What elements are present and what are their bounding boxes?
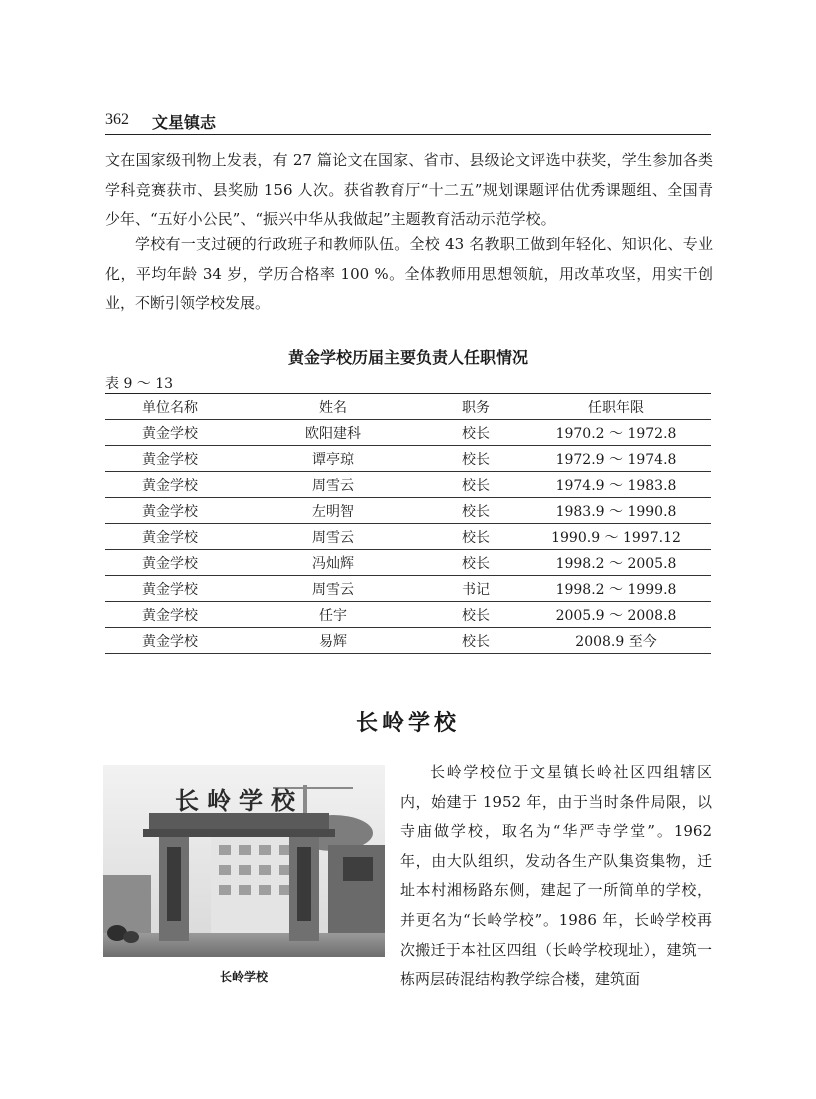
cell-tenure: 1974.9 ～ 1983.8 (521, 472, 711, 498)
cell-position: 书记 (431, 576, 521, 602)
cell-position: 校长 (431, 420, 521, 446)
cell-name: 左明智 (235, 498, 431, 524)
cell-name: 冯灿辉 (235, 550, 431, 576)
cell-name: 易辉 (235, 628, 431, 654)
cell-tenure: 2008.9 至今 (521, 628, 711, 654)
cell-tenure: 1990.9 ～ 1997.12 (521, 524, 711, 550)
principals-table (105, 393, 711, 654)
table-row (105, 628, 711, 654)
cell-name: 欧阳建科 (235, 420, 431, 446)
table-header-row (105, 394, 711, 420)
cell-position: 校长 (431, 524, 521, 550)
photo-caption: 长岭学校 (219, 970, 268, 984)
table-row (105, 576, 711, 602)
cell-tenure: 1998.2 ～ 1999.8 (521, 576, 711, 602)
cell-position: 校长 (431, 628, 521, 654)
cell-position: 校长 (431, 498, 521, 524)
table-row (105, 550, 711, 576)
page-header (105, 108, 711, 135)
cell-name: 周雪云 (235, 472, 431, 498)
table-row (105, 602, 711, 628)
header-tenure: 任职年限 (521, 394, 711, 420)
paragraph-staff: 学校有一支过硬的行政班子和教师队伍。全校 43 名教职工做到年轻化、知识化、专业化，平均年龄 34 岁，学历合格率 100 %。全体教师用思想领航，用改革攻坚，用实干创业，不断引领学校发展。 (105, 235, 713, 312)
cell-tenure: 1972.9 ～ 1974.8 (521, 446, 711, 472)
page-number: 362 (105, 111, 129, 128)
cell-unit: 黄金学校 (105, 602, 235, 628)
paragraph-changling-history: 长岭学校位于文星镇长岭社区四组辖区内，始建于 1952 年，由于当时条件局限，以寺庙做学校，取名为“华严寺学堂”。1962 年，由大队组织，发动各生产队集资集物，迁址本村湘杨路东侧，建起了一所简单的学校，并更名为“长岭学校”。1986 年，长岭学校再次搬迁于本社区四组（长岭学校现址），建筑一栋两层砖混结构教学综合楼，建筑面 (400, 763, 712, 989)
cell-position: 校长 (431, 602, 521, 628)
cell-position: 校长 (431, 550, 521, 576)
header-position: 职务 (431, 394, 521, 420)
header-unit: 单位名称 (105, 394, 235, 420)
section-title: 长岭学校 (355, 711, 460, 736)
cell-unit: 黄金学校 (105, 550, 235, 576)
cell-name: 周雪云 (235, 576, 431, 602)
table-caption: 黄金学校历届主要负责人任职情况 (287, 348, 528, 367)
cell-tenure: 1970.2 ～ 1972.8 (521, 420, 711, 446)
cell-name: 谭亭琼 (235, 446, 431, 472)
paragraph-achievements: 文在国家级刊物上发表，有 27 篇论文在国家、省市、县级论文评选中获奖，学生参加各类学科竞赛获市、县奖励 156 人次。获省教育厅“十二五”规划课题评估优秀课题组、全国青少年、“五好小公民”、“振兴中华从我做起”主题教育活动示范学校。 (105, 151, 713, 228)
table-label: 表 9 ～ 13 (105, 376, 174, 392)
table-row (105, 498, 711, 524)
cell-unit: 黄金学校 (105, 472, 235, 498)
cell-position: 校长 (431, 472, 521, 498)
cell-position: 校长 (431, 446, 521, 472)
table-row (105, 446, 711, 472)
book-title: 文星镇志 (152, 113, 217, 132)
table-row (105, 420, 711, 446)
cell-name: 任宇 (235, 602, 431, 628)
cell-unit: 黄金学校 (105, 446, 235, 472)
header-name: 姓名 (235, 394, 431, 420)
table-row (105, 472, 711, 498)
cell-name: 周雪云 (235, 524, 431, 550)
cell-unit: 黄金学校 (105, 420, 235, 446)
cell-tenure: 2005.9 ～ 2008.8 (521, 602, 711, 628)
cell-unit: 黄金学校 (105, 576, 235, 602)
cell-tenure: 1998.2 ～ 2005.8 (521, 550, 711, 576)
cell-unit: 黄金学校 (105, 524, 235, 550)
cell-unit: 黄金学校 (105, 628, 235, 654)
cell-unit: 黄金学校 (105, 498, 235, 524)
cell-tenure: 1983.9 ～ 1990.8 (521, 498, 711, 524)
school-gate-photo (103, 765, 385, 957)
gate-sign-text: 长岭学校 (175, 787, 303, 815)
table-row (105, 524, 711, 550)
